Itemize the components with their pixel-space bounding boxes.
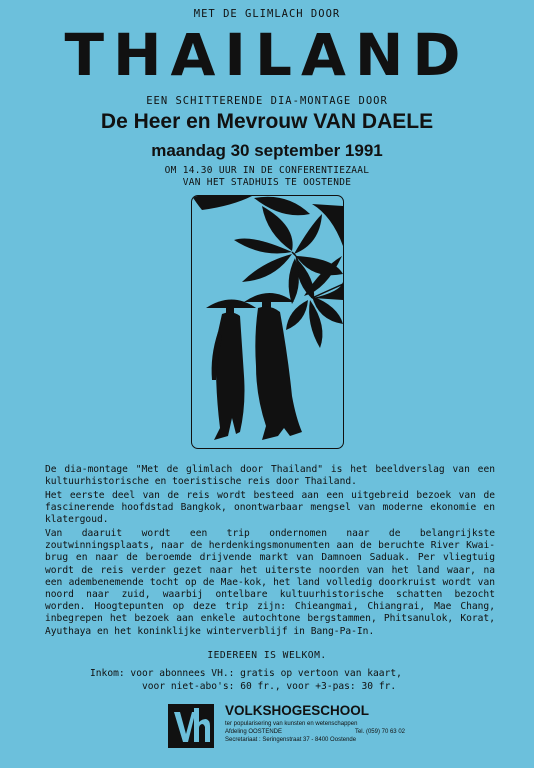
entry-line-2: voor niet-abo's: 60 fr., voor +3-pas: 30 fr. (142, 680, 397, 692)
paragraph-intro: De dia-montage "Met de glimlach door Thailand" is het beeldverslag van een kultuurhistorische en toeristische reis door Thailand. (45, 464, 495, 488)
vh-logo (168, 704, 214, 748)
main-title: THAILAND (64, 21, 470, 89)
school-contact-row (225, 728, 405, 736)
school-tagline: ter popularisering van kunsten en wetenschappen (225, 721, 358, 727)
vh-logo-icon (168, 704, 214, 748)
venue-line-1: OM 14.30 UUR IN DE CONFERENTIEZAAL (164, 165, 370, 176)
pre-title: MET DE GLIMLACH DOOR (193, 8, 341, 20)
school-name: VOLKSHOGESCHOOL (225, 703, 370, 718)
subtitle: EEN SCHITTERENDE DIA-MONTAGE DOOR (146, 95, 388, 107)
paragraph-trip: Van daaruit wordt een trip ondernomen naar de belangrijkste zoutwinningsplaats, naar de herdenkingsmonumenten aan de beruchte River Kwai-brug en naar de beroemde drijvende markt van Damnoen Saduak. Per vliegtuig wordt de reis verder gezet naar het uiterste noorden van het land waar, na een adembenemende tocht op de Mae-kok, het land volledig doorkruist wordt van noord naar zuid, waarbij ontelbare kultuurhistorische schatten bezocht worden. Hoogtepunten op deze trip zijn: Chieangmai, Chiangrai, Mae Chang, inbegrepen het bezoek aan enkele autochtone bergstammen, Phitsanulok, Korat, Ayuthaya en het koninklijke winterverblijf in Bang-Pa-In. (45, 528, 495, 637)
school-phone: Tel. (059) 70 63 02 (354, 729, 405, 735)
monks-illustration (191, 195, 344, 449)
school-secretariat: Secretariaat : Seringenstraat 37 - 8400 Oostende (225, 737, 357, 743)
paragraph-bangkok: Het eerste deel van de reis wordt besteed aan een uitgebreid bezoek van de fascinerende hoofdstad Bangkok, onontwarbaar mengsel van moderne ekonomie en klatergoud. (45, 490, 495, 526)
school-info (225, 720, 405, 744)
venue-line-2: VAN HET STADHUIS TE OOSTENDE (182, 177, 352, 188)
venue (0, 165, 534, 189)
presenters: De Heer en Mevrouw VAN DAELE (100, 110, 434, 133)
event-date: maandag 30 september 1991 (151, 141, 383, 160)
entry-prices (90, 668, 470, 693)
entry-line-1: Inkom: voor abonnees VH.: gratis op vertoon van kaart, (90, 668, 402, 679)
silhouette-monks-icon (192, 196, 343, 448)
welcome-line: IEDEREEN IS WELKOM. (207, 650, 327, 661)
school-division: Afdeling OOSTENDE (225, 729, 283, 735)
